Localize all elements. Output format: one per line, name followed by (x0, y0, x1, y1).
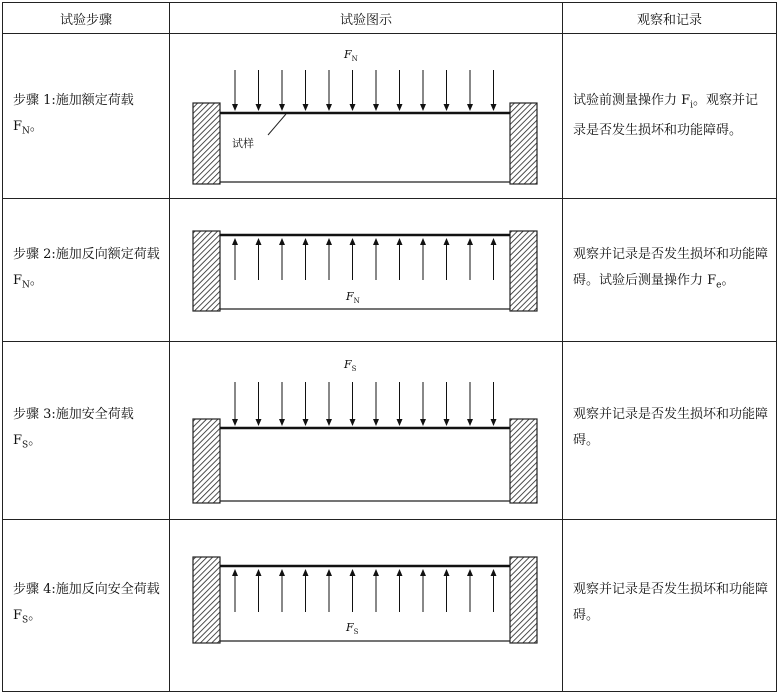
step-cell: 步骤 2:施加反向额定荷载 $F_N$。 (3, 199, 170, 342)
table-row (3, 199, 777, 342)
observe-cell: 试验前测量操作力 $F_i$。观察并记录是否发生损坏和功能障碍。 (563, 34, 777, 199)
load-arrow-head (256, 569, 262, 576)
load-arrow-head (397, 238, 403, 245)
load-arrow-head (232, 104, 238, 111)
load-arrow-head (303, 238, 309, 245)
load-arrow-head (373, 569, 379, 576)
force-label: $F_S$ (344, 358, 357, 374)
load-arrow-head (467, 419, 473, 426)
left-support (193, 103, 220, 184)
left-support (193, 419, 220, 503)
force-label: $F_N$ (344, 48, 358, 64)
step-cell: 步骤 3:施加安全荷载 $F_S$。 (3, 342, 170, 520)
header-diagram: 试验图示 (170, 3, 563, 34)
load-arrow-head (491, 419, 497, 426)
load-arrow-head (350, 238, 356, 245)
load-arrow-head (397, 419, 403, 426)
table-row (3, 34, 777, 199)
load-arrow-head (350, 104, 356, 111)
step-cell: 步骤 4:施加反向安全荷载 $F_S$。 (3, 520, 170, 692)
downward-load-figure (170, 34, 563, 199)
load-arrow-head (491, 569, 497, 576)
load-arrow-head (279, 419, 285, 426)
load-arrow-head (303, 569, 309, 576)
load-arrow-head (279, 238, 285, 245)
downward-load-figure (170, 342, 563, 520)
load-arrow-head (467, 238, 473, 245)
load-arrow-head (444, 238, 450, 245)
observe-cell: 观察并记录是否发生损坏和功能障碍。 (563, 520, 777, 692)
load-arrow-head (444, 104, 450, 111)
load-arrow-head (467, 569, 473, 576)
load-arrow-head (232, 569, 238, 576)
left-support (193, 557, 220, 643)
load-arrow-head (491, 104, 497, 111)
test-procedure-table (2, 2, 777, 692)
table-row (3, 342, 777, 520)
diagram-cell (170, 520, 563, 692)
force-label: $F_N$ (346, 290, 360, 306)
upward-load-figure (170, 199, 563, 342)
load-arrow-head (350, 419, 356, 426)
force-label: $F_S$ (346, 621, 359, 637)
diagram-cell (170, 342, 563, 520)
load-arrow-head (232, 419, 238, 426)
load-arrow-head (279, 569, 285, 576)
load-arrow-head (373, 419, 379, 426)
header-steps: 试验步骤 (3, 3, 170, 34)
load-arrow-head (397, 569, 403, 576)
observe-cell: 观察并记录是否发生损坏和功能障碍。 (563, 342, 777, 520)
load-arrow-head (303, 419, 309, 426)
right-support (510, 103, 537, 184)
load-arrow-head (256, 419, 262, 426)
left-support (193, 231, 220, 311)
diagram-cell (170, 199, 563, 342)
load-arrow-head (444, 569, 450, 576)
load-arrow-head (420, 569, 426, 576)
right-support (510, 231, 537, 311)
specimen-label: 试样 (232, 137, 254, 150)
load-arrow-head (350, 569, 356, 576)
load-arrow-head (420, 238, 426, 245)
load-arrow-head (444, 419, 450, 426)
load-arrow-head (397, 104, 403, 111)
step-cell: 步骤 1:施加额定荷载 $F_N$。 (3, 34, 170, 199)
load-arrow-head (256, 238, 262, 245)
load-arrow-head (326, 569, 332, 576)
load-arrow-head (467, 104, 473, 111)
diagram-cell (170, 34, 563, 199)
load-arrow-head (491, 238, 497, 245)
header-row (3, 3, 777, 34)
load-arrow-head (420, 419, 426, 426)
load-arrow-head (232, 238, 238, 245)
load-arrow-head (373, 238, 379, 245)
table-row (3, 520, 777, 692)
right-support (510, 557, 537, 643)
right-support (510, 419, 537, 503)
load-arrow-head (326, 419, 332, 426)
load-arrow-head (420, 104, 426, 111)
load-arrow-head (326, 238, 332, 245)
upward-load-figure (170, 520, 563, 692)
load-arrow-head (326, 104, 332, 111)
header-observe: 观察和记录 (563, 3, 777, 34)
load-arrow-head (373, 104, 379, 111)
specimen-leader-line (268, 114, 286, 135)
load-arrow-head (256, 104, 262, 111)
load-arrow-head (279, 104, 285, 111)
load-arrow-head (303, 104, 309, 111)
observe-cell: 观察并记录是否发生损坏和功能障碍。试验后测量操作力 $F_e$。 (563, 199, 777, 342)
